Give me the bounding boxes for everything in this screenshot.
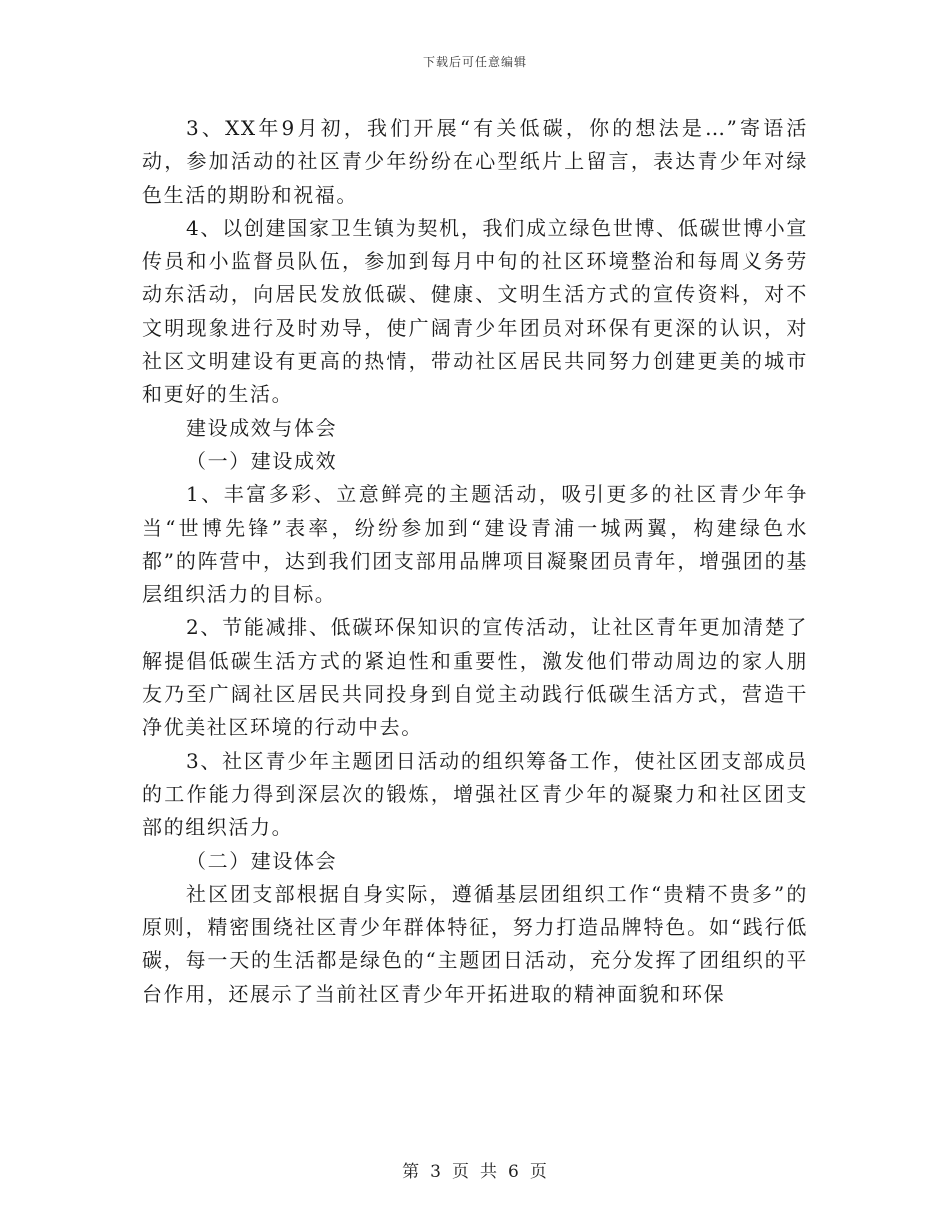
paragraph-result-2: 2、节能减排、低碳环保知识的宣传活动，让社区青年更加清楚了解提倡低碳生活方式的紧迫性和重要性，激发他们带动周边的家人朋友乃至广阔社区居民共同投身到自觉主动践行低碳生活方式，营造干净优美社区环境的行动中去。 [142, 615, 808, 740]
footer-di: 第 [402, 1162, 421, 1182]
paragraph-activity-3: 3、XX年9月初，我们开展“有关低碳，你的想法是…”寄语活动，参加活动的社区青少年纷纷在心型纸片上留言，表达青少年对绿色生活的期盼和祝福。 [142, 116, 808, 207]
paragraph-result-3: 3、社区青少年主题团日活动的组织筹备工作，使社区团支部成员的工作能力得到深层次的锻炼，增强社区青少年的凝聚力和社区团支部的组织活力。 [142, 748, 808, 840]
footer-ye: 页 [452, 1162, 470, 1182]
section-heading-results: 建设成效与体会 [186, 415, 338, 440]
footer-page-number: 3 [430, 1162, 442, 1182]
footer-gong: 共 [480, 1162, 498, 1182]
paragraph-activity-4: 4、以创建国家卫生镇为契机，我们成立绿色世博、低碳世博小宣传员和小监督员队伍，参加到每月中旬的社区环境整治和每周义务劳动东活动，向居民发放低碳、健康、文明生活方式的宣传资料，对不文明现象进行及时劝导，使广阔青少年团员对环保有更深的认识，对社区文明建设有更高的热情，带动社区居民共同努力创建更美的城市和更好的生活。 [142, 215, 808, 407]
page-header-note: 下载后可任意编辑 [422, 55, 527, 69]
subheading-experience: （二）建设体会 [186, 848, 338, 873]
paragraph-experience: 社区团支部根据自身实际，遵循基层团组织工作“贵精不贵多”的原则，精密围绕社区青少年群体特征，努力打造品牌特色。如“践行低碳，每一天的生活都是绿色的“主题团日活动，充分发挥了团组织的平台作用，还展示了当前社区青少年开拓进取的精神面貌和环保 [142, 881, 808, 1006]
subheading-results: （一）建设成效 [186, 448, 338, 473]
page-footer [0, 1157, 950, 1182]
footer-ye2: 页 [529, 1162, 548, 1182]
paragraph-result-1: 1、丰富多彩、立意鲜亮的主题活动，吸引更多的社区青少年争当“世博先锋”表率，纷纷参加到“建设青浦一城两翼，构建绿色水都”的阵营中，达到我们团支部用品牌项目凝聚团员青年，增强团的基层组织活力的目标。 [142, 482, 808, 607]
document-body [142, 112, 808, 1011]
footer-total-pages: 6 [508, 1162, 520, 1182]
